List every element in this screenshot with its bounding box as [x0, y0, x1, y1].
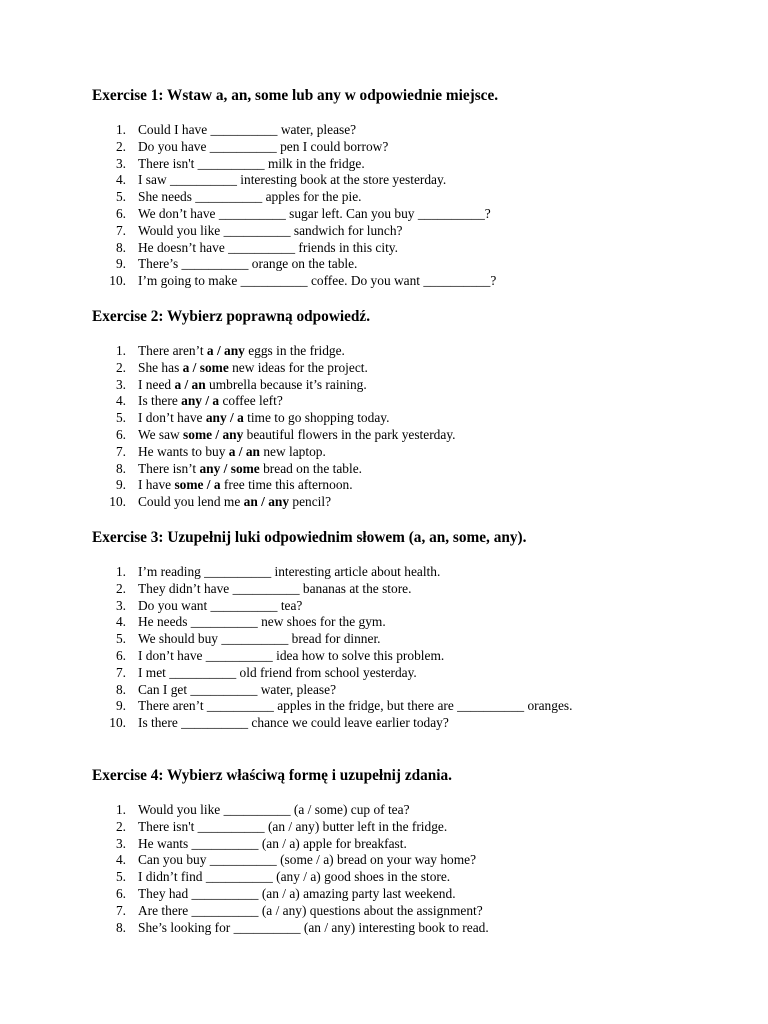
list-item [92, 494, 612, 511]
item-text: There isn't __________ (an / any) butter left in the fridge. [138, 818, 448, 834]
item-text: Would you like __________ (a / some) cup of tea? [138, 802, 410, 817]
item-text: coffee left? [219, 393, 283, 409]
answer-choice: a / any [206, 343, 245, 358]
item-text: She’s looking for __________ (an / any) interesting book to read. [138, 919, 489, 935]
list-item [92, 444, 612, 461]
answer-choice: any / some [199, 460, 260, 476]
exercise-2-title: Exercise 2: Wybierz poprawną odpowiedź. [92, 308, 371, 325]
item-text: She needs __________ apples for the pie. [138, 189, 362, 205]
item-text: new laptop. [260, 443, 326, 459]
list-item [92, 393, 612, 410]
exercise-1 [92, 86, 612, 290]
list-item [92, 819, 612, 836]
item-text: Can I get __________ water, please? [138, 681, 337, 697]
item-number: 4. [115, 614, 126, 630]
item-text: I have [138, 477, 175, 493]
list-item [92, 869, 612, 886]
item-text: eggs in the fridge. [244, 343, 345, 358]
item-number: 1. [115, 122, 126, 137]
item-number: 7. [115, 222, 126, 238]
answer-choice: any / a [205, 410, 244, 426]
list-item [92, 427, 612, 444]
answer-choice: some / a [174, 477, 221, 493]
item-text: We should buy __________ bread for dinner. [138, 631, 381, 647]
item-text: I saw __________ interesting book at the store yesterday. [138, 172, 447, 188]
item-number: 4. [115, 852, 126, 868]
item-number: 3. [115, 376, 126, 392]
exercise-2 [92, 307, 612, 511]
item-text: There aren’t [138, 343, 207, 358]
item-text: He wants to buy [138, 443, 229, 459]
item-number: 8. [115, 919, 126, 935]
item-number: 9. [115, 698, 126, 714]
item-text: He wants __________ (an / a) apple for breakfast. [138, 835, 407, 851]
list-item [92, 852, 612, 869]
item-text: Is there [138, 393, 182, 409]
item-text: He needs __________ new shoes for the gym. [138, 614, 386, 630]
item-text: free time this afternoon. [220, 477, 353, 493]
item-number: 3. [115, 835, 126, 851]
list-item [92, 598, 612, 615]
item-text: Are there __________ (a / any) questions about the assignment? [138, 902, 483, 918]
list-item [92, 256, 612, 273]
item-text: Would you like __________ sandwich for lunch? [138, 222, 403, 238]
item-number: 2. [115, 580, 126, 596]
item-number: 7. [115, 443, 126, 459]
item-number: 8. [115, 460, 126, 476]
list-item [92, 122, 612, 139]
answer-choice: an / any [243, 494, 290, 510]
list-item [92, 223, 612, 240]
exercise-2-list [92, 343, 612, 511]
list-item [92, 477, 612, 494]
list-item [92, 240, 612, 257]
exercise-1-list [92, 122, 612, 290]
item-number: 1. [115, 564, 126, 579]
item-text: We saw [138, 426, 184, 442]
list-item [92, 648, 612, 665]
list-item [92, 903, 612, 920]
item-text: Could I have __________ water, please? [138, 122, 357, 137]
answer-choice: some / any [183, 426, 244, 442]
item-number: 7. [115, 902, 126, 918]
item-number: 1. [115, 802, 126, 817]
item-number: 5. [115, 410, 126, 426]
item-text: I met __________ old friend from school yesterday. [138, 664, 417, 680]
item-number: 6. [115, 205, 126, 221]
item-text: There aren’t __________ apples in the fridge, but there are __________ oranges. [138, 698, 573, 714]
item-number: 9. [115, 256, 126, 272]
exercise-4-title: Exercise 4: Wybierz właściwą formę i uzupełnij zdania. [92, 767, 452, 784]
list-item [92, 920, 612, 937]
item-text: Could you lend me [138, 494, 244, 510]
list-item [92, 698, 592, 715]
exercise-4 [92, 766, 612, 936]
item-text: They had __________ (an / a) amazing party last weekend. [138, 885, 456, 901]
item-text: We don’t have __________ sugar left. Can you buy __________? [138, 205, 491, 221]
item-text: I need [138, 376, 175, 392]
item-number: 9. [115, 477, 126, 493]
exercise-3 [92, 528, 612, 732]
item-number: 2. [115, 359, 126, 375]
item-text: pencil? [289, 494, 332, 510]
item-text: I’m going to make __________ coffee. Do you want __________? [138, 273, 497, 289]
item-number: 4. [115, 172, 126, 188]
exercise-1-title: Exercise 1: Wstaw a, an, some lub any w odpowiednie miejsce. [92, 87, 499, 104]
list-item [92, 360, 612, 377]
list-item [92, 802, 612, 819]
item-number: 5. [115, 631, 126, 647]
list-item [92, 343, 612, 360]
item-number: 5. [115, 869, 126, 885]
item-text: There’s __________ orange on the table. [138, 256, 358, 272]
answer-choice: a / an [174, 376, 206, 392]
item-number: 7. [115, 664, 126, 680]
item-text: new ideas for the project. [228, 359, 368, 375]
list-item [92, 172, 612, 189]
item-number: 10. [109, 273, 126, 289]
item-number: 6. [115, 647, 126, 663]
item-text: There isn’t [138, 460, 200, 476]
item-text: I don’t have __________ idea how to solve this problem. [138, 647, 445, 663]
list-item [92, 189, 612, 206]
list-item [92, 410, 612, 427]
item-text: She has [138, 359, 183, 375]
item-text: Is there __________ chance we could leave earlier today? [138, 715, 449, 731]
item-number: 3. [115, 597, 126, 613]
answer-choice: a / some [182, 359, 229, 375]
item-text: Do you have __________ pen I could borrow? [138, 138, 389, 154]
list-item [92, 156, 612, 173]
item-number: 8. [115, 239, 126, 255]
item-number: 3. [115, 155, 126, 171]
exercise-3-list [92, 564, 612, 732]
list-item [92, 665, 612, 682]
item-number: 1. [115, 343, 126, 358]
item-text: time to go shopping today. [243, 410, 390, 426]
list-item [92, 581, 612, 598]
list-item [92, 206, 612, 223]
item-number: 2. [115, 138, 126, 154]
item-text: I didn’t find __________ (any / a) good shoes in the store. [138, 869, 451, 885]
item-text: I don’t have [138, 410, 206, 426]
exercise-3-title: Exercise 3: Uzupełnij luki odpowiednim słowem (a, an, some, any). [92, 529, 527, 546]
item-text: beautiful flowers in the park yesterday. [243, 426, 456, 442]
item-text: I’m reading __________ interesting article about health. [138, 564, 441, 579]
list-item [92, 631, 612, 648]
item-text: They didn’t have __________ bananas at the store. [138, 580, 412, 596]
answer-choice: any / a [181, 393, 220, 409]
list-item [92, 139, 612, 156]
list-item [92, 614, 612, 631]
answer-choice: a / an [228, 443, 261, 459]
item-text: There isn't __________ milk in the fridge. [138, 155, 365, 171]
item-number: 6. [115, 426, 126, 442]
item-number: 10. [109, 494, 126, 510]
list-item [92, 836, 612, 853]
item-number: 6. [115, 885, 126, 901]
list-item [92, 377, 612, 394]
item-number: 2. [115, 818, 126, 834]
item-number: 10. [109, 715, 126, 731]
list-item [92, 273, 612, 290]
list-item [92, 682, 612, 699]
list-item [92, 564, 612, 581]
item-number: 4. [115, 393, 126, 409]
exercise-4-list [92, 802, 612, 936]
item-number: 5. [115, 189, 126, 205]
list-item [92, 461, 612, 478]
item-text: He doesn’t have __________ friends in this city. [138, 239, 398, 255]
item-number: 8. [115, 681, 126, 697]
list-item [92, 886, 612, 903]
item-text: bread on the table. [259, 460, 362, 476]
item-text: Can you buy __________ (some / a) bread on your way home? [138, 852, 477, 868]
item-text: umbrella because it’s raining. [205, 376, 367, 392]
list-item [92, 715, 612, 732]
item-text: Do you want __________ tea? [138, 597, 303, 613]
